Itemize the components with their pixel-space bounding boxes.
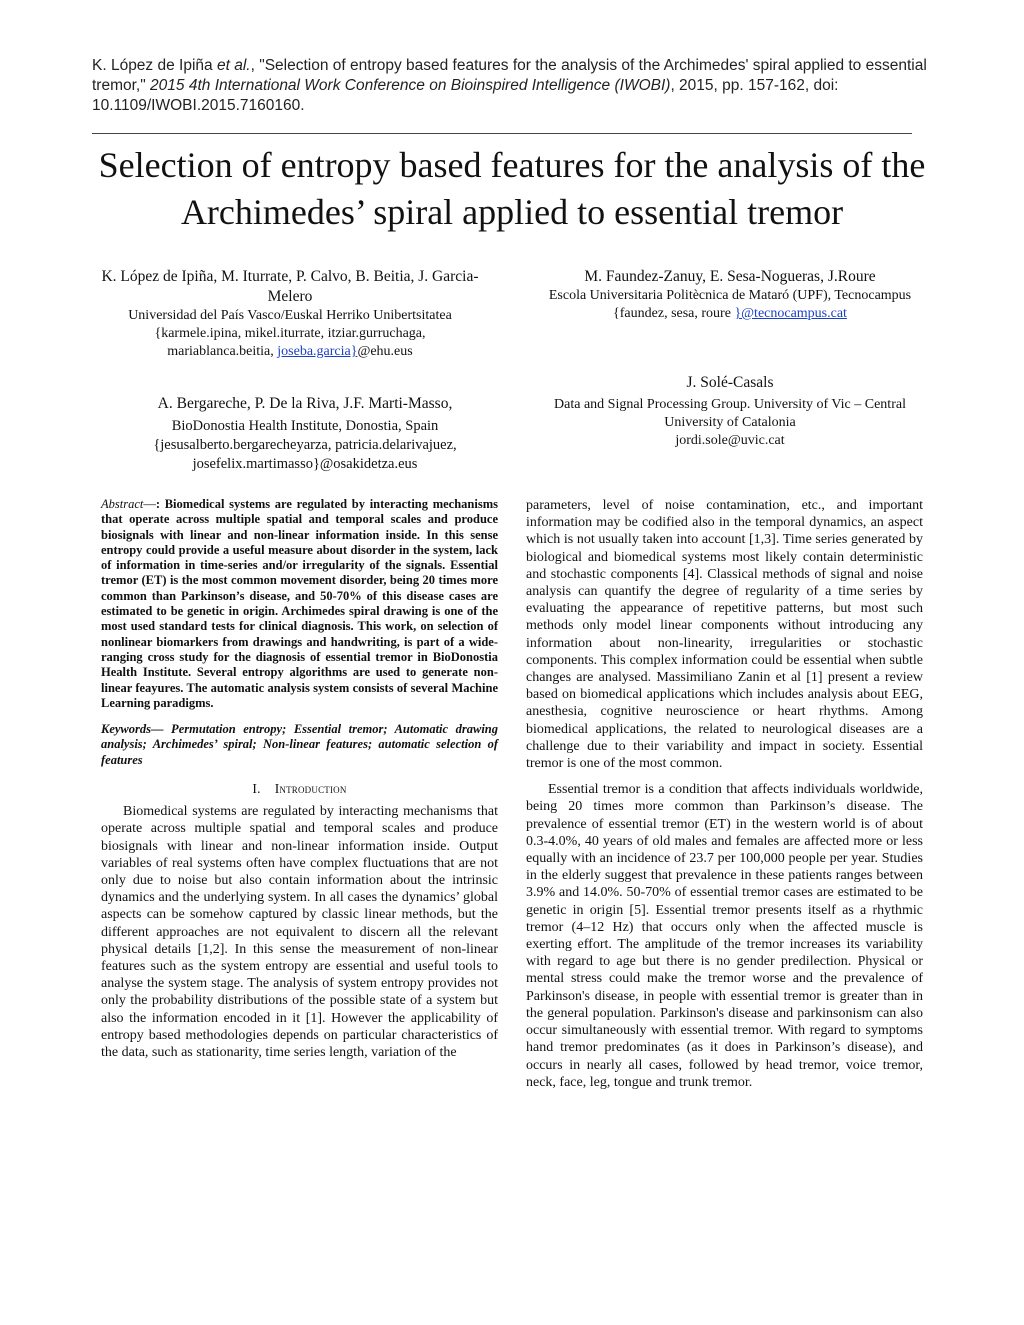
author-emails <box>530 305 930 323</box>
author-names: J. Solé-Casals <box>686 374 774 391</box>
author-emails <box>100 325 480 361</box>
citation-etal: et al. <box>216 57 251 74</box>
email-link[interactable]: }@tecnocampus.cat <box>734 306 847 321</box>
left-column <box>101 497 498 1070</box>
email-prefix: {faundez, sesa, roure <box>613 306 735 321</box>
paper-title: Selection of entropy based features for the analysis of the Archimedes’ spiral applied to essential tremor <box>98 145 926 232</box>
author-emails: jordi.sole@uvic.cat <box>675 433 785 448</box>
affiliation-biodonostia <box>100 394 510 474</box>
author-names: A. Bergareche, P. De la Riva, J.F. Marti-Masso, <box>157 395 453 412</box>
right-column <box>526 497 923 1100</box>
abstract-text: : Biomedical systems are regulated by interacting mechanisms that operate across multiple spatial and temporal scales and produce biosignals with linear and non-linear information inside. In this sense entropy could provide a useful measure about disorder in the system, lack of information in time-series and/or irregularity of the signals. Essential tremor (ET) is the most common movement disorder, being 20 times more common than Parkinson’s disease, and 50-70% of this disease cases are estimated to be genetic in origin. Archimedes spiral drawing is one of the most used standard tests for clinical diagnosis. This work, on selection of nonlinear biomarkers from drawings and handwriting, is part of a wide-ranging cross study for the diagnosis of essential tremor in BioDonostia Health Institute. Several entropy algorithms are used to generate non-linear feayures. The automatic analysis system consists of several Machine Learning paradigms. <box>101 497 498 710</box>
section-number: I. <box>252 781 261 797</box>
abstract-label: Abstract <box>101 497 144 511</box>
email-suffix: @ehu.eus <box>357 344 413 359</box>
institution: Data and Signal Processing Group. University of Vic – Central University of Catalonia <box>554 397 906 430</box>
citation-title: , "Selection of entropy based features for the analysis of the Archimedes' spiral applied to essential tremor," <box>92 57 927 94</box>
email-link[interactable]: joseba.garcia} <box>277 344 358 359</box>
institution: BioDonostia Health Institute, Donostia, Spain <box>171 418 439 434</box>
intro-paragraph-1-continued: parameters, level of noise contamination, etc., and important information may be codified also in the temporal dynamics, an aspect which is not usually taken into account [1,3]. Time series generated by biological and biomedical systems most likely contain deterministic and stochastic components [4]. Classical methods of signal and noise analysis can quantify the degree of regularity of a time series by evaluating the appearance of repetitive patterns, but most such methods only model linear components without introducing any information about non-linearity, irregularities or stochastic components. This complex information could be essential when subtle changes are analysed. Massimiliano Zanin et al [1] present a review based on biomedical applications which includes analysis about EEG, anesthesia, cognitive neuroscience or heart rhythms. Among biomedical applications, the related to neurological diseases are a challenge due to their variability and impact in society. Essential tremor is one of the most common. <box>526 498 923 772</box>
author-names: K. López de Ipiña, M. Iturrate, P. Calvo, B. Beitia, J. Garcia-Melero <box>101 268 479 305</box>
intro-paragraph-2: Essential tremor is a condition that affects individuals worldwide, being 20 times more common than Parkinson’s disease. The prevalence of essential tremor (ET) in the western world is of about 0.3-4.0%, 40 years of old males and females are affected more or less equally with an incidence of 23.7 per 100,000 people per year. Studies in the elderly suggest that prevalence in these patients ranges between 3.9% and 14.0%. 50-70% of essential tremor cases are estimated to be genetic in origin [5]. Essential tremor presents itself as a rhythmic tremor (4–12 Hz) that occurs only when the affected muscle is exerting effort. The amplitude of the tremor increases its variability with regard to age but there is no gender predilection. Physical or mental stress could make the tremor worse and the prevalence of Parkinson's disease, in people with essential tremor is greater than in the general population. Parkinson's disease and parkinsonism can also occur simultaneously with essential tremor. With regard to symptoms hand tremor predominates (as it does in Parkinson’s disease), and occurs in nearly all cases, followed by head tremor, voice tremor, neck, face, leg, tongue and trunk tremor. <box>526 782 923 1090</box>
author-names: M. Faundez-Zanuy, E. Sesa-Nogueras, J.Roure <box>584 268 876 285</box>
email-prefix: {karmele.ipina, mikel.iturrate, itziar.gurruchaga, mariablanca.beitia, <box>154 326 426 359</box>
abstract <box>101 497 498 711</box>
citation-tail: , 2015, pp. 157-162, doi: 10.1109/IWOBI.2015.7160160. <box>92 77 839 114</box>
author-emails: {jesusalberto.bergarecheyarza, patricia.delarivajuez, josefelix.martimasso}@osakidetza.eus <box>153 437 457 472</box>
affiliation-uvic <box>530 373 930 450</box>
affiliation-tecnocampus <box>530 267 930 323</box>
citation-venue: 2015 4th International Work Conference on Bioinspired Intelligence (IWOBI) <box>150 77 671 94</box>
section-heading <box>101 780 498 797</box>
section-title: Introduction <box>274 781 347 797</box>
citation-authors: K. López de Ipiña <box>92 57 217 74</box>
header-divider <box>92 133 912 134</box>
abstract-dash: — <box>143 497 156 511</box>
affiliation-ehu <box>100 267 480 361</box>
institution: Universidad del País Vasco/Euskal Herriko Unibertsitatea <box>128 308 452 323</box>
intro-paragraph-1: Biomedical systems are regulated by interacting mechanisms that operate across multiple spatial and temporal scales and produce biosignals with linear and non-linear information inside. Output variables of real systems often have complex fluctuations that are not only due to noise but also contain information about the intrinsic dynamics and the underlying system. In all cases the dynamics’ global aspects can be somehow captured by classic linear methods, but the different approaches are not equivalent to discern all the relevant physical details [1,2]. In this sense the measurement of non-linear features such as the system entropy are essential and useful tools to analyse the system stage. The analysis of system entropy provides not only the probability distributions of the possible state of a system but also the information encoded in it [1]. However the applicability of entropy based methodologies depends on particular characteristics of the data, such as stationarity, time series length, variation of the <box>101 804 498 1061</box>
institution: Escola Universitaria Politècnica de Mataró (UPF), Tecnocampus <box>548 288 912 303</box>
keywords: Keywords— Permutation entropy; Essential tremor; Automatic drawing analysis; Archimedes’ spiral; Non-linear features; automatic selection of features <box>101 722 498 767</box>
citation-block <box>92 56 932 116</box>
